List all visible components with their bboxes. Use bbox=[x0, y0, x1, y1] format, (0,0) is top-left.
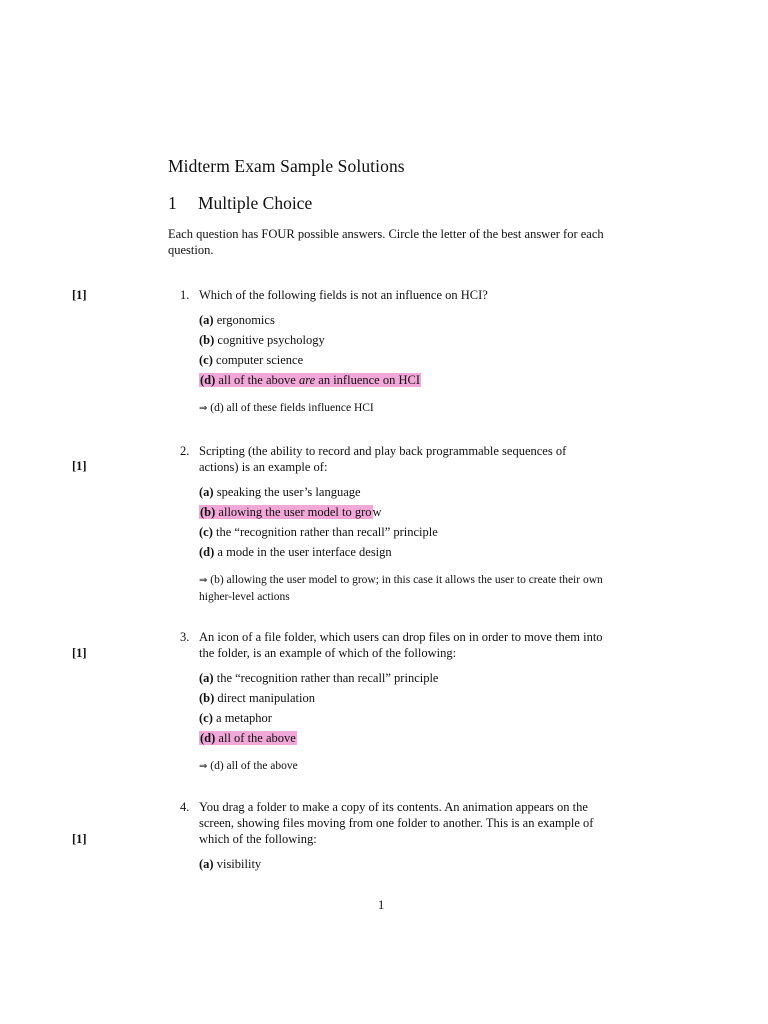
question-3-mark: [1] bbox=[72, 646, 87, 660]
question-number: 3. bbox=[180, 630, 190, 644]
question-text: Scripting (the ability to record and play back programmable sequences of actions) is an example of: bbox=[199, 444, 567, 474]
option-d-correct bbox=[199, 372, 605, 388]
answer-highlight: (d) all of the above are an influence on HCI bbox=[200, 373, 420, 387]
option-b-correct: (b) allowing the user model to grow bbox=[200, 505, 382, 519]
answer-explanation: ⇒ (d) all of these fields influence HCI bbox=[199, 402, 374, 414]
option-list bbox=[199, 670, 605, 746]
question-text: An icon of a file folder, which users can drop files on in order to move them into the folder, is an example of which of the following: bbox=[199, 630, 603, 660]
question-text: You drag a folder to make a copy of its contents. An animation appears on the screen, showing files moving from one folder to another. This is an example of which of the following: bbox=[199, 800, 594, 846]
section-heading bbox=[168, 193, 312, 214]
implies-arrow-icon: ⇒ bbox=[199, 575, 208, 586]
option-c: (c) computer science bbox=[199, 353, 304, 367]
option-c: (c) the “recognition rather than recall” principle bbox=[199, 525, 438, 539]
question-text: Which of the following fields is not an influence on HCI? bbox=[199, 288, 488, 302]
question-4-mark: [1] bbox=[72, 832, 87, 846]
option-b: (b) direct manipulation bbox=[199, 691, 315, 705]
page-number: 1 bbox=[378, 898, 385, 912]
answer-highlight: (b) allowing the user model to gro bbox=[200, 505, 372, 519]
implies-arrow-icon: ⇒ bbox=[199, 761, 208, 772]
answer-highlight: (d) all of the above bbox=[200, 731, 296, 745]
option-list bbox=[199, 484, 605, 560]
option-list bbox=[199, 312, 605, 388]
section-intro: Each question has FOUR possible answers. Circle the letter of the best answer for each question. bbox=[168, 227, 604, 257]
option-c: (c) a metaphor bbox=[199, 711, 272, 725]
option-a: (a) ergonomics bbox=[199, 313, 275, 327]
question-number: 2. bbox=[180, 444, 190, 458]
section-title: Multiple Choice bbox=[198, 193, 313, 213]
answer-explanation: ⇒ (b) allowing the user model to grow; in this case it allows the user to create their own higher-level actions bbox=[199, 574, 603, 603]
option-d-correct bbox=[199, 730, 605, 746]
answer-explanation: ⇒ (d) all of the above bbox=[199, 760, 298, 772]
option-a: (a) visibility bbox=[199, 857, 262, 871]
option-d: (d) a mode in the user interface design bbox=[199, 545, 392, 559]
option-b: (b) cognitive psychology bbox=[199, 333, 325, 347]
question-number: 1. bbox=[180, 288, 190, 302]
option-list bbox=[199, 856, 605, 872]
page-title: Midterm Exam Sample Solutions bbox=[168, 156, 405, 176]
question-3 bbox=[180, 629, 605, 775]
option-a: (a) speaking the user’s language bbox=[199, 485, 361, 499]
question-2 bbox=[180, 443, 605, 605]
question-1 bbox=[180, 287, 605, 417]
option-a: (a) the “recognition rather than recall” principle bbox=[199, 671, 439, 685]
implies-arrow-icon: ⇒ bbox=[199, 403, 208, 414]
section-number: 1 bbox=[168, 193, 177, 213]
question-number: 4. bbox=[180, 800, 190, 814]
question-4 bbox=[180, 799, 605, 876]
question-2-mark: [1] bbox=[72, 459, 87, 473]
question-1-mark: [1] bbox=[72, 288, 87, 302]
